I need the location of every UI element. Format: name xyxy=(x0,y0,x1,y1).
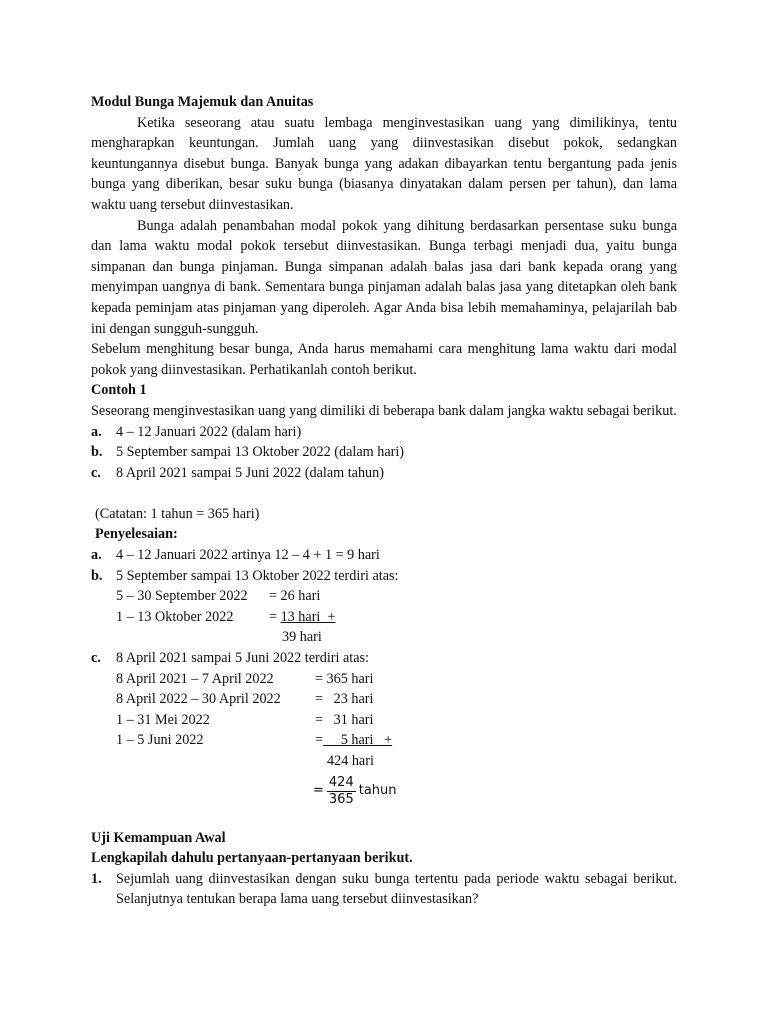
fraction xyxy=(327,775,356,808)
item-label: a. xyxy=(91,547,102,564)
example-heading: Contoh 1 xyxy=(91,382,147,399)
example-item-b xyxy=(91,442,677,463)
item-text: 5 September sampai 13 Oktober 2022 (dalam hari) xyxy=(116,444,405,461)
solution-heading: Penyelesaian: xyxy=(95,526,178,543)
solution-a xyxy=(91,545,677,566)
example-intro: Seseorang menginvestasikan uang yang dimiliki di beberapa bank dalam jangka waktu sebagai berikut. xyxy=(91,402,677,419)
item-text: 4 – 12 Januari 2022 artinya 12 – 4 + 1 = 9 hari xyxy=(116,547,380,564)
calc-row: 8 April 2022 – 30 April 2022 = 23 hari xyxy=(116,691,374,708)
item-label: a. xyxy=(91,423,102,440)
section-subheading: Lengkapilah dahulu pertanyaan-pertanyaan berikut. xyxy=(91,850,413,867)
item-text: 8 April 2021 sampai 5 Juni 2022 (dalam tahun) xyxy=(116,464,384,481)
question-1 xyxy=(91,869,677,910)
calc-row: 1 – 31 Mei 2022 = 31 hari xyxy=(116,711,374,728)
paragraph-1: Ketika seseorang atau suatu lembaga menginvestasikan uang yang dimilikinya, tentu mengharapkan keuntungan. Jumlah uang yang diinvestasikan disebut pokok, sedangkan keuntungannya disebut bunga. Banyak bunga yang adakan dibayarkan tentu bergantung pada jenis bunga yang diberikan, besar suku bunga (biasanya dinyatakan dalam persen per tahun), dan lama waktu uang tersebut diinvestasikan. xyxy=(91,114,677,213)
document-title: Modul Bunga Majemuk dan Anuitas xyxy=(91,94,314,110)
document-page xyxy=(91,92,677,910)
section-heading: Uji Kemampuan Awal xyxy=(91,829,226,846)
calc-row: 8 April 2021 – 7 April 2022 = 365 hari xyxy=(116,670,374,687)
solution-c-calc xyxy=(116,669,677,772)
fraction-numerator: 424 xyxy=(328,775,354,791)
equals-sign: = xyxy=(313,783,324,799)
paragraph-3: Sebelum menghitung besar bunga, Anda harus memahami cara menghitung lama waktu dari modal pokok yang diinvestasikan. Perhatikanlah contoh berikut. xyxy=(91,341,677,378)
fraction-unit: tahun xyxy=(358,783,397,799)
example-note: (Catatan: 1 tahun = 365 hari) xyxy=(95,505,260,522)
calc-total: 39 hari xyxy=(282,629,322,646)
solution-b xyxy=(91,566,677,587)
solution-b-calc xyxy=(116,586,677,648)
question-text: Sejumlah uang diinvestasikan dengan suku bunga tertentu pada periode waktu sebagai berikut. Selanjutnya tentukan berapa lama uang tersebut diinvestasikan? xyxy=(116,870,677,908)
question-number: 1. xyxy=(91,870,102,887)
item-text: 5 September sampai 13 Oktober 2022 terdiri atas: xyxy=(116,567,399,584)
item-label: c. xyxy=(91,464,101,481)
item-text: 4 – 12 Januari 2022 (dalam hari) xyxy=(116,423,302,440)
paragraph-2: Bunga adalah penambahan modal pokok yang dihitung berdasarkan persentase suku bunga dan lama waktu modal pokok tersebut diinvestasikan. Bunga terbagi menjadi dua, yaitu bunga simpanan dan bunga pinjaman. Bunga simpanan adalah balas jasa dari bank kepada orang yang menyimpan uangnya di bank. Sementara bunga pinjaman adalah balas jasa yang ditetapkan oleh bank kepada peminjam atas pinjaman yang diperoleh. Agar Anda bisa lebih memahaminya, pelajarilah bab ini dengan sungguh-sungguh. xyxy=(91,217,677,337)
item-label: c. xyxy=(91,650,101,667)
example-item-c xyxy=(91,463,677,484)
example-item-a xyxy=(91,422,677,443)
fraction-result xyxy=(313,772,677,812)
calc-row: 1 – 5 Juni 2022 = 5 hari + xyxy=(116,732,393,749)
item-label: b. xyxy=(91,567,103,584)
calc-row: 5 – 30 September 2022 = 26 hari xyxy=(116,588,321,605)
fraction-denominator: 365 xyxy=(328,792,354,808)
item-text: 8 April 2021 sampai 5 Juni 2022 terdiri atas: xyxy=(116,650,369,667)
calc-total: 424 hari xyxy=(327,753,374,769)
calc-row: 1 – 13 Oktober 2022 = 13 hari + xyxy=(116,608,336,625)
solution-c xyxy=(91,648,677,669)
item-label: b. xyxy=(91,444,103,461)
